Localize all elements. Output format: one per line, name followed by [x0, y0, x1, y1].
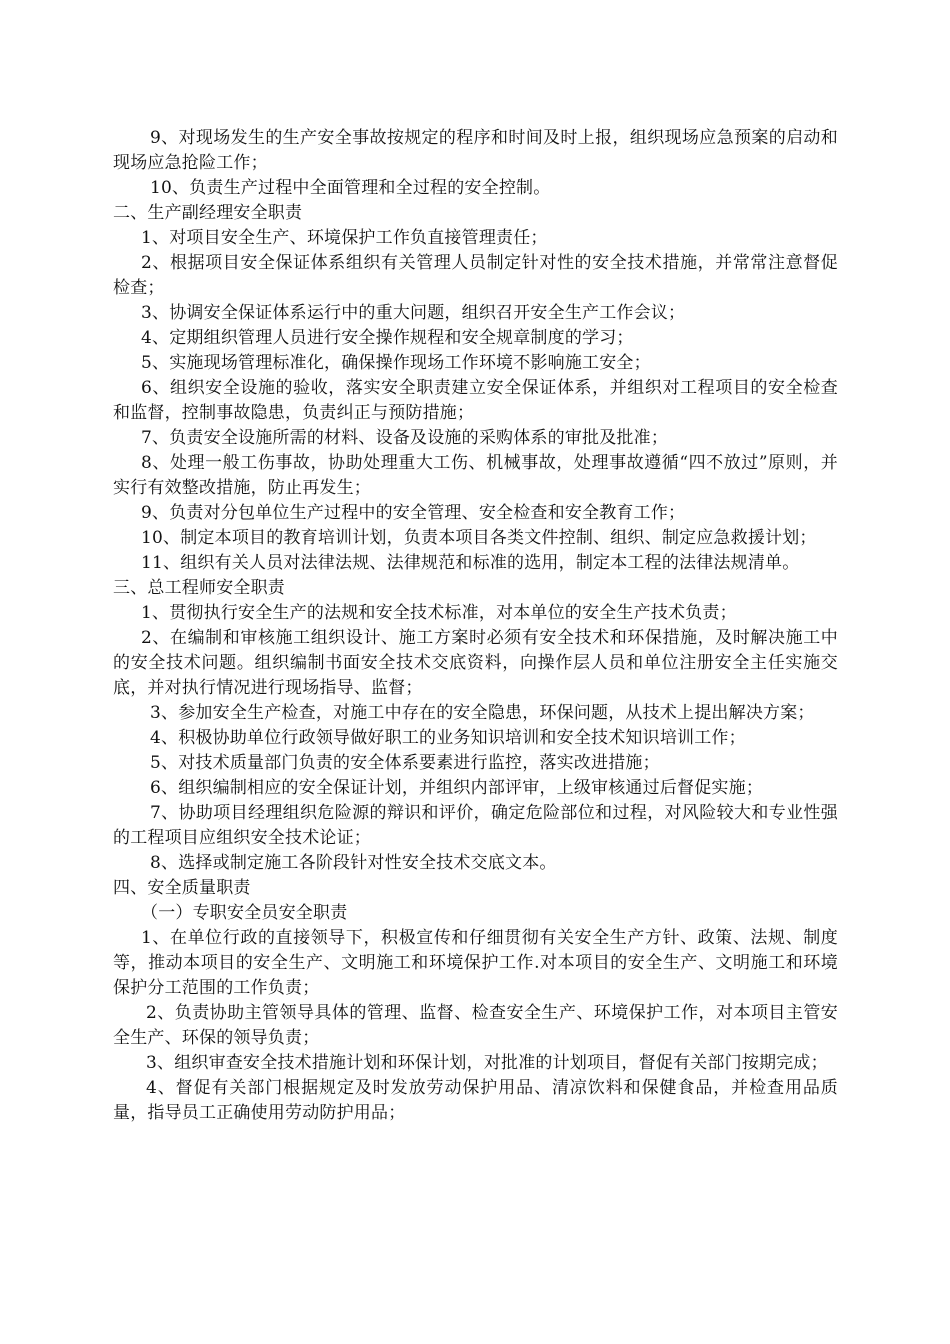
- paragraph: 5、对技术质量部门负责的安全体系要素进行监控，落实改进措施；: [150, 753, 660, 773]
- paragraph: 1、对项目安全生产、环境保护工作负直接管理责任；: [141, 228, 548, 248]
- paragraph: 6、组织编制相应的安全保证计划，并组织内部评审，上级审核通过后督促实施；: [150, 778, 764, 798]
- paragraph: 2、在编制和审核施工组织设计、施工方案时必须有安全技术和环保措施，及时解决施工中的安全技术问题。组织编制书面安全技术交底资料，向操作层人员和单位注册安全主任实施交底，并对执行情况进行现场指导、监督；: [113, 628, 838, 698]
- section-heading: 四、安全质量职责: [113, 878, 251, 898]
- paragraph: 3、组织审查安全技术措施计划和环保计划，对批准的计划项目，督促有关部门按期完成；: [146, 1053, 828, 1073]
- paragraph: 1、在单位行政的直接领导下，积极宣传和仔细贯彻有关安全生产方针、政策、法规、制度等，推动本项目的安全生产、文明施工和环境保护工作.对本项目的安全生产、文明施工和环境保护分工范围的工作负责；: [113, 928, 838, 998]
- paragraph: 1、贯彻执行安全生产的法规和安全技术标准，对本单位的安全生产技术负责；: [141, 603, 737, 623]
- section-heading: 二、生产副经理安全职责: [113, 203, 303, 223]
- paragraph: 4、积极协助单位行政领导做好职工的业务知识培训和安全技术知识培训工作；: [150, 728, 746, 748]
- paragraph: 7、负责安全设施所需的材料、设备及设施的采购体系的审批及批准；: [141, 428, 669, 448]
- document-body: [113, 126, 838, 1126]
- paragraph: 2、负责协助主管领导具体的管理、监督、检查安全生产、环境保护工作，对本项目主管安全生产、环保的领导负责；: [113, 1003, 838, 1048]
- paragraph: 9、负责对分包单位生产过程中的安全管理、安全检查和安全教育工作；: [141, 503, 686, 523]
- paragraph: 10、制定本项目的教育培训计划，负责本项目各类文件控制、组织、制定应急救援计划；: [141, 528, 817, 548]
- paragraph: 6、组织安全设施的验收，落实安全职责建立安全保证体系，并组织对工程项目的安全检查和监督，控制事故隐患，负责纠正与预防措施；: [113, 378, 838, 423]
- subsection-heading: （一）专职安全员安全职责: [141, 903, 348, 923]
- paragraph: 7、协助项目经理组织危险源的辩识和评价，确定危险部位和过程，对风险较大和专业性强的工程项目应组织安全技术论证；: [113, 803, 838, 848]
- paragraph: 11、组织有关人员对法律法规、法律规范和标准的选用，制定本工程的法律法规清单。: [141, 553, 800, 573]
- paragraph: 8、选择或制定施工各阶段针对性安全技术交底文本。: [150, 853, 557, 873]
- paragraph: 2、根据项目安全保证体系组织有关管理人员制定针对性的安全技术措施，并常常注意督促检查；: [113, 253, 838, 298]
- paragraph: 5、实施现场管理标准化，确保操作现场工作环境不影响施工安全；: [141, 353, 651, 373]
- paragraph: 10、负责生产过程中全面管理和全过程的安全控制。: [150, 178, 551, 198]
- paragraph: 3、参加安全生产检查，对施工中存在的安全隐患，环保问题，从技术上提出解决方案；: [150, 703, 815, 723]
- paragraph: 3、协调安全保证体系运行中的重大问题，组织召开安全生产工作会议；: [141, 303, 686, 323]
- paragraph: 4、定期组织管理人员进行安全操作规程和安全规章制度的学习；: [141, 328, 634, 348]
- section-heading: 三、总工程师安全职责: [113, 578, 285, 598]
- paragraph: 4、督促有关部门根据规定及时发放劳动保护用品、清凉饮料和保健食品，并检查用品质量，指导员工正确使用劳动防护用品；: [113, 1078, 838, 1123]
- paragraph: 8、处理一般工伤事故，协助处理重大工伤、机械事故，处理事故遵循“四不放过”原则，并实行有效整改措施，防止再发生；: [113, 453, 838, 498]
- paragraph: 9、对现场发生的生产安全事故按规定的程序和时间及时上报，组织现场应急预案的启动和现场应急抢险工作；: [113, 128, 838, 173]
